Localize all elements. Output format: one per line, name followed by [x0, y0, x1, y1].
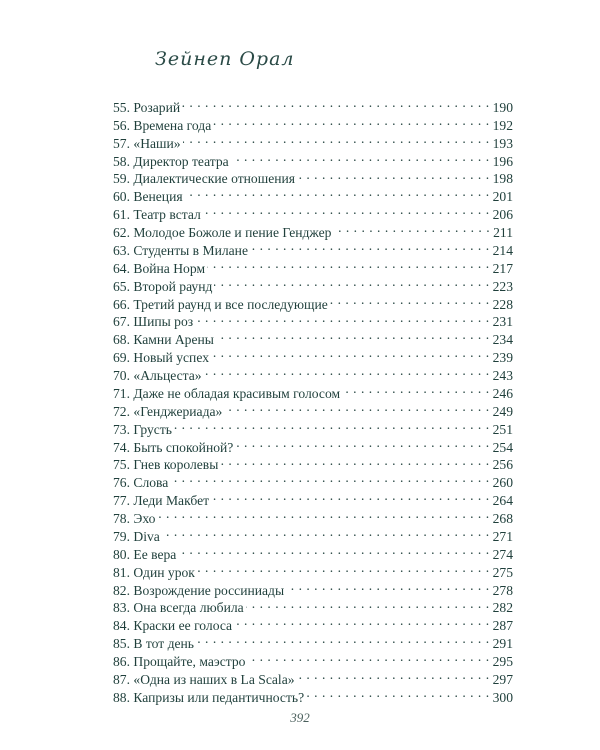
toc-entry-title: 61. Театр встал [113, 207, 201, 223]
toc-entry-page: 198 [492, 171, 513, 187]
toc-entry-title: 86. Прощайте, маэстро [113, 654, 246, 669]
toc-entry [113, 505, 513, 526]
toc-entry-title: 69. Новый успех [113, 350, 209, 366]
toc-entry-title: 73. Грусть [113, 421, 172, 437]
toc-entry-page: 300 [492, 689, 513, 705]
toc-entry-page: 287 [492, 618, 513, 634]
toc-entry-page: 251 [492, 421, 513, 437]
toc-entry-title: 67. Шипы роз [113, 314, 194, 330]
toc-entry-page: 271 [492, 528, 513, 544]
dot-leader [250, 237, 490, 255]
dot-leader [170, 469, 489, 487]
dot-leader [224, 398, 489, 416]
toc-entry [113, 469, 513, 491]
toc-entry [113, 416, 513, 437]
toc-entry-page: 201 [492, 189, 513, 205]
toc-entry-title: 88. Капризы или педантичность? [113, 689, 305, 705]
dot-leader [330, 291, 490, 309]
dot-leader [213, 112, 489, 130]
toc-entry-page: 190 [492, 99, 513, 115]
dot-leader [286, 577, 489, 595]
toc-entry-title: 79. Diva [113, 528, 160, 544]
dot-leader [203, 201, 490, 219]
toc-entry-page: 228 [492, 296, 513, 312]
toc-entry-page: 214 [492, 242, 513, 258]
dot-leader [231, 148, 490, 166]
dot-leader [211, 487, 490, 505]
dot-leader [306, 684, 489, 702]
page-number: 392 [290, 710, 310, 725]
running-head: Зейнеп Орал [155, 48, 295, 70]
dot-leader [297, 166, 490, 184]
dot-leader [235, 434, 489, 452]
toc-entry-page: 297 [492, 671, 513, 687]
toc-entry-page: 268 [492, 511, 513, 526]
toc-entry-page: 275 [492, 564, 513, 580]
dot-leader [207, 255, 490, 273]
toc-entry-title: 55. Розарий [113, 99, 181, 115]
toc-entry-page: 217 [492, 260, 513, 276]
dot-leader [196, 630, 490, 648]
toc-entry-page: 278 [492, 582, 513, 598]
toc-entry-title: 72. «Генджериада» [113, 403, 223, 419]
toc-entry-page: 249 [492, 403, 513, 419]
toc-entry-title: 75. Гнев королевы [113, 457, 219, 473]
dot-leader [204, 362, 490, 380]
toc-entry-page: 211 [493, 225, 513, 240]
toc-entry [113, 487, 513, 509]
toc-entry-title: 78. Эхо [113, 511, 156, 526]
toc-entry [113, 94, 513, 115]
toc-entry-title: 84. Краски ее голоса [113, 618, 233, 634]
toc-entry-title: 62. Молодое Божоле и пение Генджер [113, 225, 332, 240]
dot-leader [342, 380, 490, 398]
dot-leader [220, 452, 489, 470]
toc-entry-page: 295 [492, 654, 513, 669]
toc-entry-page: 234 [492, 332, 513, 348]
toc-entry-page: 231 [492, 314, 513, 330]
toc-entry-title: 60. Венеция [113, 189, 183, 205]
toc-entry-title: 85. В тот день [113, 636, 194, 652]
dot-leader [157, 505, 489, 523]
toc-entry-title: 56. Времена года [113, 117, 212, 133]
toc-entry-title: 77. Леди Макбет [113, 493, 210, 509]
toc-entry-title: 65. Второй раунд [113, 278, 213, 294]
toc-entry-page: 282 [492, 600, 513, 616]
toc-entry-title: 81. Один урок [113, 564, 195, 580]
dot-leader [197, 559, 490, 577]
dot-leader [297, 666, 490, 684]
toc-entry-page: 193 [492, 135, 513, 151]
dot-leader [183, 130, 490, 148]
dot-leader [185, 183, 490, 201]
toc-entry-page: 196 [492, 153, 513, 169]
dot-leader [333, 219, 490, 237]
dot-leader [195, 309, 489, 327]
toc-entry-page: 260 [492, 475, 513, 491]
toc-entry-page: 239 [492, 350, 513, 366]
toc-entry-page: 243 [492, 368, 513, 383]
dot-leader [246, 595, 490, 613]
toc-entry-page: 291 [492, 636, 513, 652]
dot-leader [247, 648, 489, 666]
dot-leader [174, 416, 490, 434]
dot-leader [216, 326, 490, 344]
toc-entry [113, 523, 513, 544]
toc-entry-title: 57. «Наши» [113, 135, 181, 151]
toc-entry-title: 74. Быть спокойной? [113, 439, 234, 455]
toc-entry-title: 71. Даже не обладая красивым голосом [113, 385, 341, 401]
toc-entry-page: 206 [492, 207, 513, 223]
toc-entry-page: 192 [492, 117, 513, 133]
toc-entry-title: 80. Ее вера [113, 546, 177, 562]
dot-leader [162, 523, 490, 541]
toc-entry-title: 82. Возрождение россиниады [113, 582, 285, 598]
toc-entry [113, 541, 513, 562]
dot-leader [234, 612, 490, 630]
dot-leader [178, 541, 489, 559]
toc-entry-page: 254 [492, 439, 513, 455]
toc-entry-title: 66. Третий раунд и все последующие [113, 296, 328, 312]
toc-entry-title: 70. «Альцеста» [113, 368, 202, 383]
toc-entry-title: 64. Война Норм [113, 260, 206, 276]
toc-entry-page: 256 [492, 457, 513, 473]
dot-leader [214, 273, 489, 291]
toc-entry-title: 83. Она всегда любила [113, 600, 244, 616]
toc-entry-page: 274 [492, 546, 513, 562]
toc-entry-title: 76. Слова [113, 475, 169, 491]
toc-entry-page: 264 [492, 493, 513, 509]
toc-entry-title: 59. Диалектические отношения [113, 171, 296, 187]
dot-leader [211, 344, 490, 362]
toc-entry-title: 87. «Одна из наших в La Scala» [113, 671, 295, 687]
toc-entry-page: 246 [492, 385, 513, 401]
toc-entry-title: 68. Камни Арены [113, 332, 214, 348]
dot-leader [182, 94, 489, 112]
table-of-contents [113, 94, 513, 705]
toc-entry-title: 58. Директор театра [113, 153, 229, 169]
toc-entry-page: 223 [492, 278, 513, 294]
toc-entry-title: 63. Студенты в Милане [113, 242, 248, 258]
